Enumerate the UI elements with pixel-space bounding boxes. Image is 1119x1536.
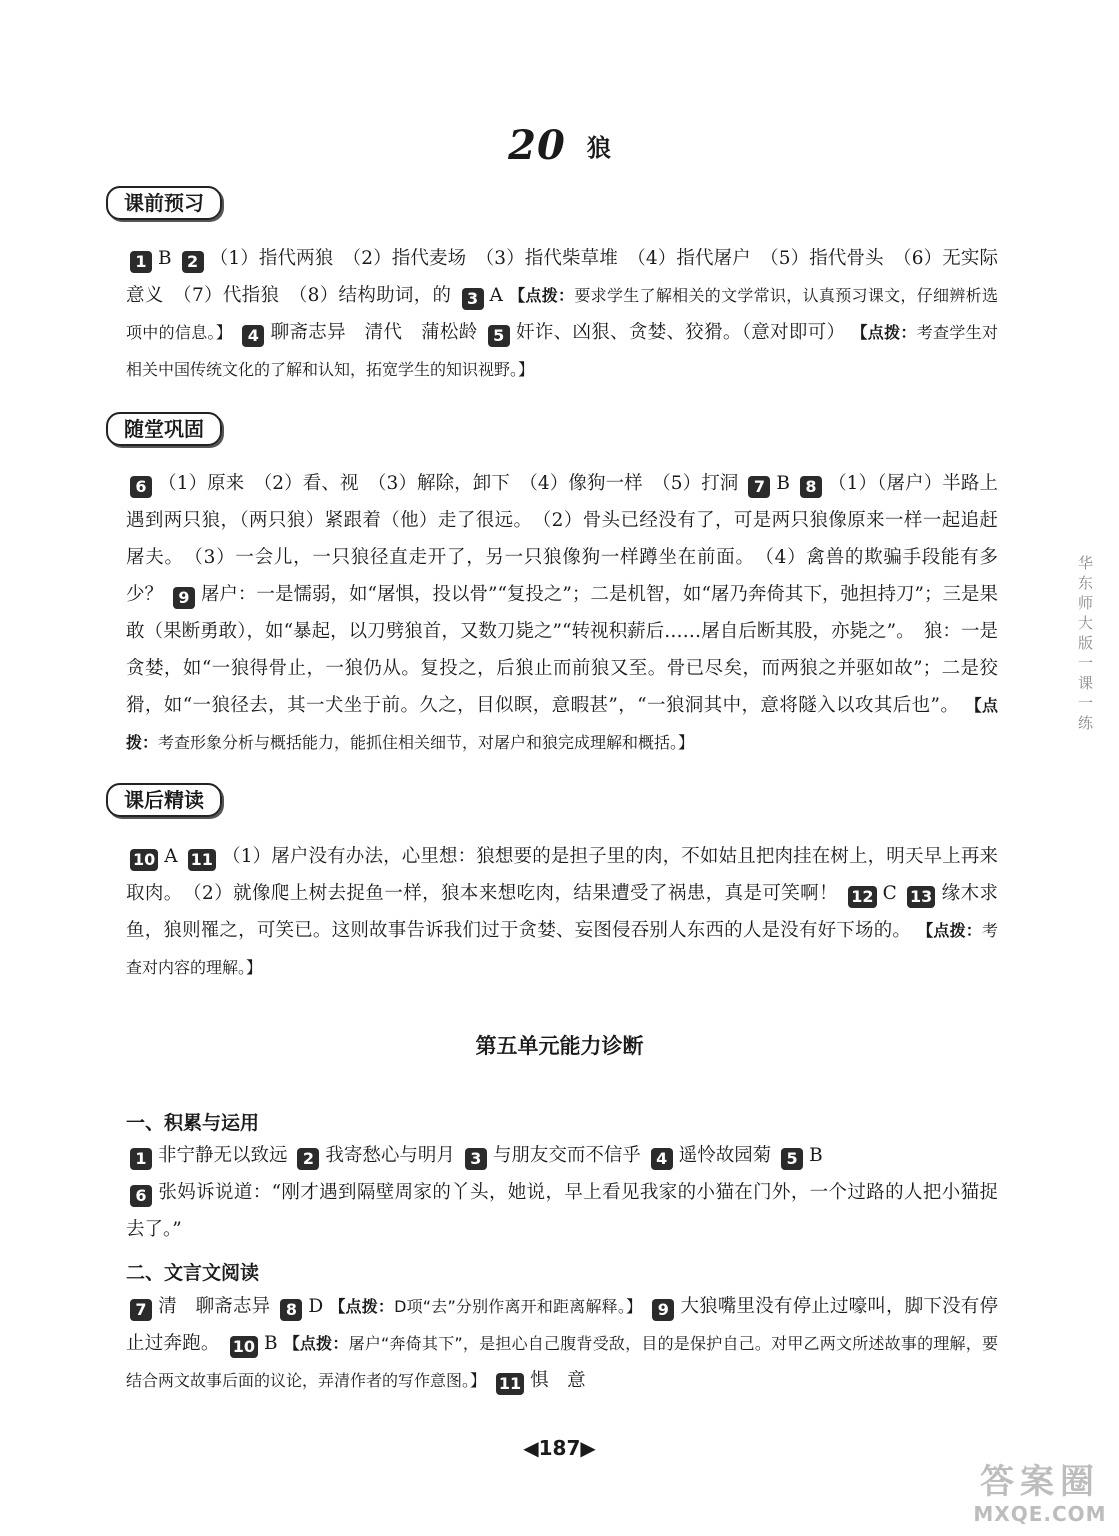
tip-label: 【点拨： [329,1297,395,1316]
item-number: 8 [800,476,822,498]
watermark-top: 答案圈 [980,1462,1100,1502]
answer-text: （1）（屠户）半路上遇到两只狼，（两只狼）紧跟着（他）走了很远。 （2）骨头已经没有了，可是两只狼像原来一样一起追赶屠夫。 （3）一会儿，一只狼径直走开了，另一只狼像狗一样蹲坐在前面。 （4）禽兽的欺骗手段能有多少？ [126,473,998,605]
item-number: 5 [781,1148,803,1170]
item-number: 8 [280,1299,302,1321]
answer-text: C [882,883,897,904]
item-number: 3 [462,288,484,310]
tip-text: 屠户“奔倚其下”，是担心自己腹背受敌，目的是保护自己。对甲乙两文所述故事的理解，要结合两文故事后面的议论，弄清作者的写作意图。】 [126,1334,998,1390]
answer-text: 屠户：一是懦弱，如“屠惧，投以骨”“复投之”；二是机智，如“屠乃奔倚其下，弛担持刀”；三是果敢（果断勇敢），如“暴起，以刀劈狼首，又数刀毙之”“转视积薪后……屠自后断其股，亦毙之”。 狼：一是贪婪，如“一狼得骨止，一狼仍从。复投之，后狼止而前狼又至。骨已尽矣，而两狼之并驱如故”；二是狡猾，如“一狼径去，其一犬坐于前。久之，目似瞑，意暇甚”，“一狼洞其中，意将隧入以攻其后也”。 [126,584,998,716]
answer-text: 清 聊斋志异 [158,1296,271,1317]
page-number: ◀187▶ [523,1436,596,1460]
item-number: 3 [465,1148,487,1170]
tip-label: 【点拨： [917,921,982,940]
answer-text: 缘木求鱼，狼则罹之，可笑已。这则故事告诉我们过于贪婪、妄图侵吞别人东西的人是没有好下场的。 [126,883,998,941]
answer-text: （1）指代两狼 （2）指代麦场 （3）指代柴草堆 （4）指代屠户 （5）指代骨头 （6）无实际意义 （7）代指狼 （8）结构助词，的 [126,248,998,306]
item-number: 10 [130,849,158,871]
lesson-name: 狼 [586,134,611,162]
section-tag-practice: 随堂巩固 [106,412,222,446]
tip [329,1297,642,1316]
item-number: 13 [907,886,935,908]
answer-text: 张妈诉说道：“刚才遇到隔壁周家的丫头，她说，早上看见我家的小猫在门外，一个过路的人把小猫捉去了。” [126,1182,998,1240]
answer-text: A [489,285,503,306]
tip-label: 【点拨： [283,1334,349,1353]
item-number: 7 [130,1299,152,1321]
item-number: 10 [230,1336,258,1358]
item-number: 6 [130,476,152,498]
part2-heading: 二、文言文阅读 [126,1262,260,1284]
item-number: 5 [488,325,510,347]
item-number: 7 [748,476,770,498]
answer-text: 与朋友交而不信乎 [492,1145,641,1166]
item-number: 1 [130,251,152,273]
item-number: 6 [130,1185,152,1207]
practice-answers [126,465,998,761]
item-number: 9 [652,1299,674,1321]
answer-text: B [776,473,790,494]
item-number: 9 [173,587,195,609]
answer-text: 大狼嘴里没有停止过嚎叫，脚下没有停止过奔跑。 [126,1296,998,1354]
tip-text: 考查形象分析与概括能力，能抓住相关细节，对屠户和狼完成理解和概括。】 [158,733,695,752]
answer-text: （1）原来 （2）看、视 （3）解除，卸下 （4）像狗一样 （5）打洞 [158,473,739,494]
item-number: 4 [242,325,264,347]
part1-heading: 一、积累与运用 [126,1112,260,1134]
tip-text: D项“去”分别作离开和距离解释。】 [394,1297,643,1316]
answer-text: 惧 意 [530,1370,586,1391]
item-number: 11 [496,1373,524,1395]
answer-text: 聊斋志异 清代 蒲松龄 [270,322,478,343]
tip-label: 【点拨： [851,323,917,342]
lesson-title [0,122,1119,169]
series-sidebar: 华东师大版一课一练 [1076,555,1094,735]
watermark-logo [968,1462,1112,1530]
answer-text: 奸诈、凶狠、贪婪、狡猾。（意对即可） [515,322,846,343]
answer-text: 我寄愁心与明月 [325,1145,455,1166]
answer-text: 遥怜故园菊 [678,1145,772,1166]
preview-answers [126,240,998,388]
part2-answers [126,1288,998,1399]
item-number: 12 [848,886,876,908]
part1-answers [126,1137,998,1248]
answer-text: B [809,1145,823,1166]
tip-label: 【点拨： [126,696,998,752]
reading-answers [126,838,998,986]
tip-text: 要求学生了解相关的文学常识，认真预习课文，仔细辨析选项中的信息。】 [126,286,998,342]
item-number: 2 [297,1148,319,1170]
watermark-bottom: MXQE.COM [973,1502,1107,1526]
answer-text: D [308,1296,324,1317]
tip-text: 考查对内容的理解。】 [126,921,998,977]
item-number: 1 [130,1148,152,1170]
tip-text: 考查学生对相关中国传统文化的了解和认知，拓宽学生的知识视野。】 [126,323,998,379]
section-tag-preview: 课前预习 [106,186,222,220]
answer-text: （1）屠户没有办法，心里想：狼想要的是担子里的肉，不如姑且把肉挂在树上，明天早上再来取肉。 （2）就像爬上树去捉鱼一样，狼本来想吃肉，结果遭受了祸患，真是可笑啊！ [126,846,998,904]
answer-text: B [158,248,172,269]
lesson-number: 20 [508,122,566,169]
item-number: 4 [651,1148,673,1170]
answer-text: 非宁静无以致远 [158,1145,288,1166]
unit-title: 第五单元能力诊断 [475,1034,644,1058]
answer-text: A [164,846,178,867]
answer-text: B [263,1333,278,1354]
item-number: 2 [182,251,204,273]
item-number: 11 [188,849,216,871]
tip-label: 【点拨： [509,286,575,305]
section-tag-reading: 课后精读 [106,783,222,817]
